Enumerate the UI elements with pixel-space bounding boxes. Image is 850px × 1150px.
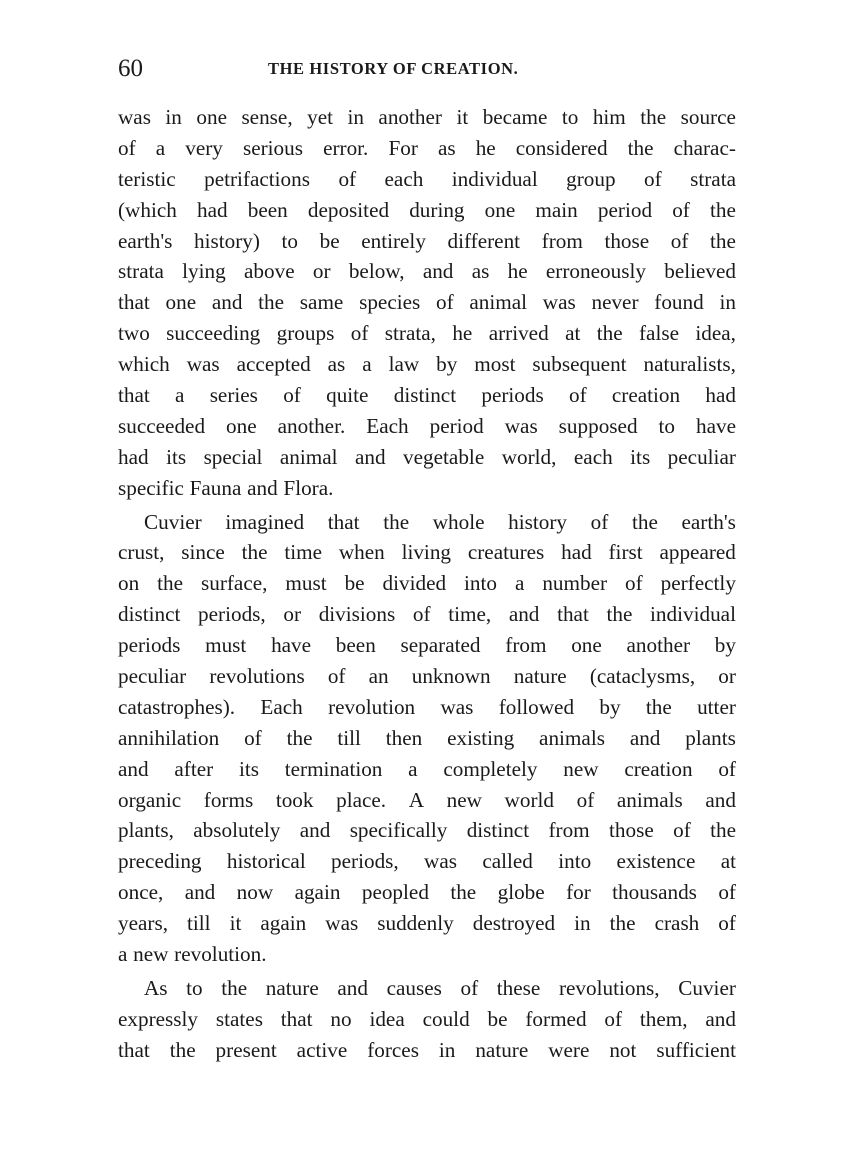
text-line: had its special animal and vegetable world, each its peculiar [118, 444, 736, 469]
page-header [118, 52, 736, 86]
text-line: that the present active forces in nature were not sufficient [118, 1037, 736, 1062]
paragraph [118, 973, 736, 1066]
running-title: THE HISTORY OF CREATION. [268, 59, 519, 78]
text-line: catastrophes). Each revolution was followed by the utter [118, 694, 736, 719]
paragraph [118, 507, 736, 970]
text-line: teristic petrifactions of each individual group of strata [118, 166, 736, 191]
text-line: crust, since the time when living creatures had first appeared [118, 540, 736, 565]
text-line: organic forms took place. A new world of animals and [118, 787, 736, 812]
text-line: on the surface, must be divided into a number of perfectly [118, 571, 736, 596]
text-line: preceding historical periods, was called into existence at [118, 849, 736, 874]
page-number: 60 [118, 55, 143, 82]
text-line: a new revolution. [118, 942, 267, 967]
text-line: that one and the same species of animal was never found in [118, 290, 736, 315]
text-line: two succeeding groups of strata, he arrived at the false idea, [118, 321, 736, 346]
text-line: As to the nature and causes of these revolutions, Cuvier [144, 975, 736, 1000]
book-page [118, 52, 736, 1066]
text-line: periods must have been separated from one another by [118, 633, 736, 658]
text-line: specific Fauna and Flora. [118, 475, 334, 500]
text-line: Cuvier imagined that the whole history of the earth's [144, 509, 736, 534]
text-line: succeeded one another. Each period was supposed to have [118, 413, 736, 438]
text-line: plants, absolutely and specifically distinct from those of the [118, 818, 736, 843]
text-line: was in one sense, yet in another it became to him the source [118, 105, 736, 129]
text-line: of a very serious error. For as he considered the charac- [118, 135, 736, 160]
text-line: peculiar revolutions of an unknown nature (cataclysms, or [118, 664, 736, 689]
text-line: strata lying above or below, and as he erroneously believed [118, 259, 736, 284]
text-line: and after its termination a completely new creation of [118, 756, 736, 781]
text-line: expressly states that no idea could be formed of them, and [118, 1006, 736, 1031]
text-line: annihilation of the till then existing animals and plants [118, 725, 736, 750]
text-line: that a series of quite distinct periods of creation had [118, 383, 736, 408]
text-line: (which had been deposited during one main period of the [118, 197, 736, 222]
text-line: which was accepted as a law by most subsequent naturalists, [118, 352, 736, 377]
text-line: once, and now again peopled the globe for thousands of [118, 880, 736, 905]
body-text [118, 102, 736, 1066]
text-line: years, till it again was suddenly destroyed in the crash of [118, 911, 736, 936]
text-line: distinct periods, or divisions of time, and that the individual [118, 602, 736, 627]
text-line: earth's history) to be entirely different from those of the [118, 228, 736, 253]
paragraph [118, 102, 736, 504]
